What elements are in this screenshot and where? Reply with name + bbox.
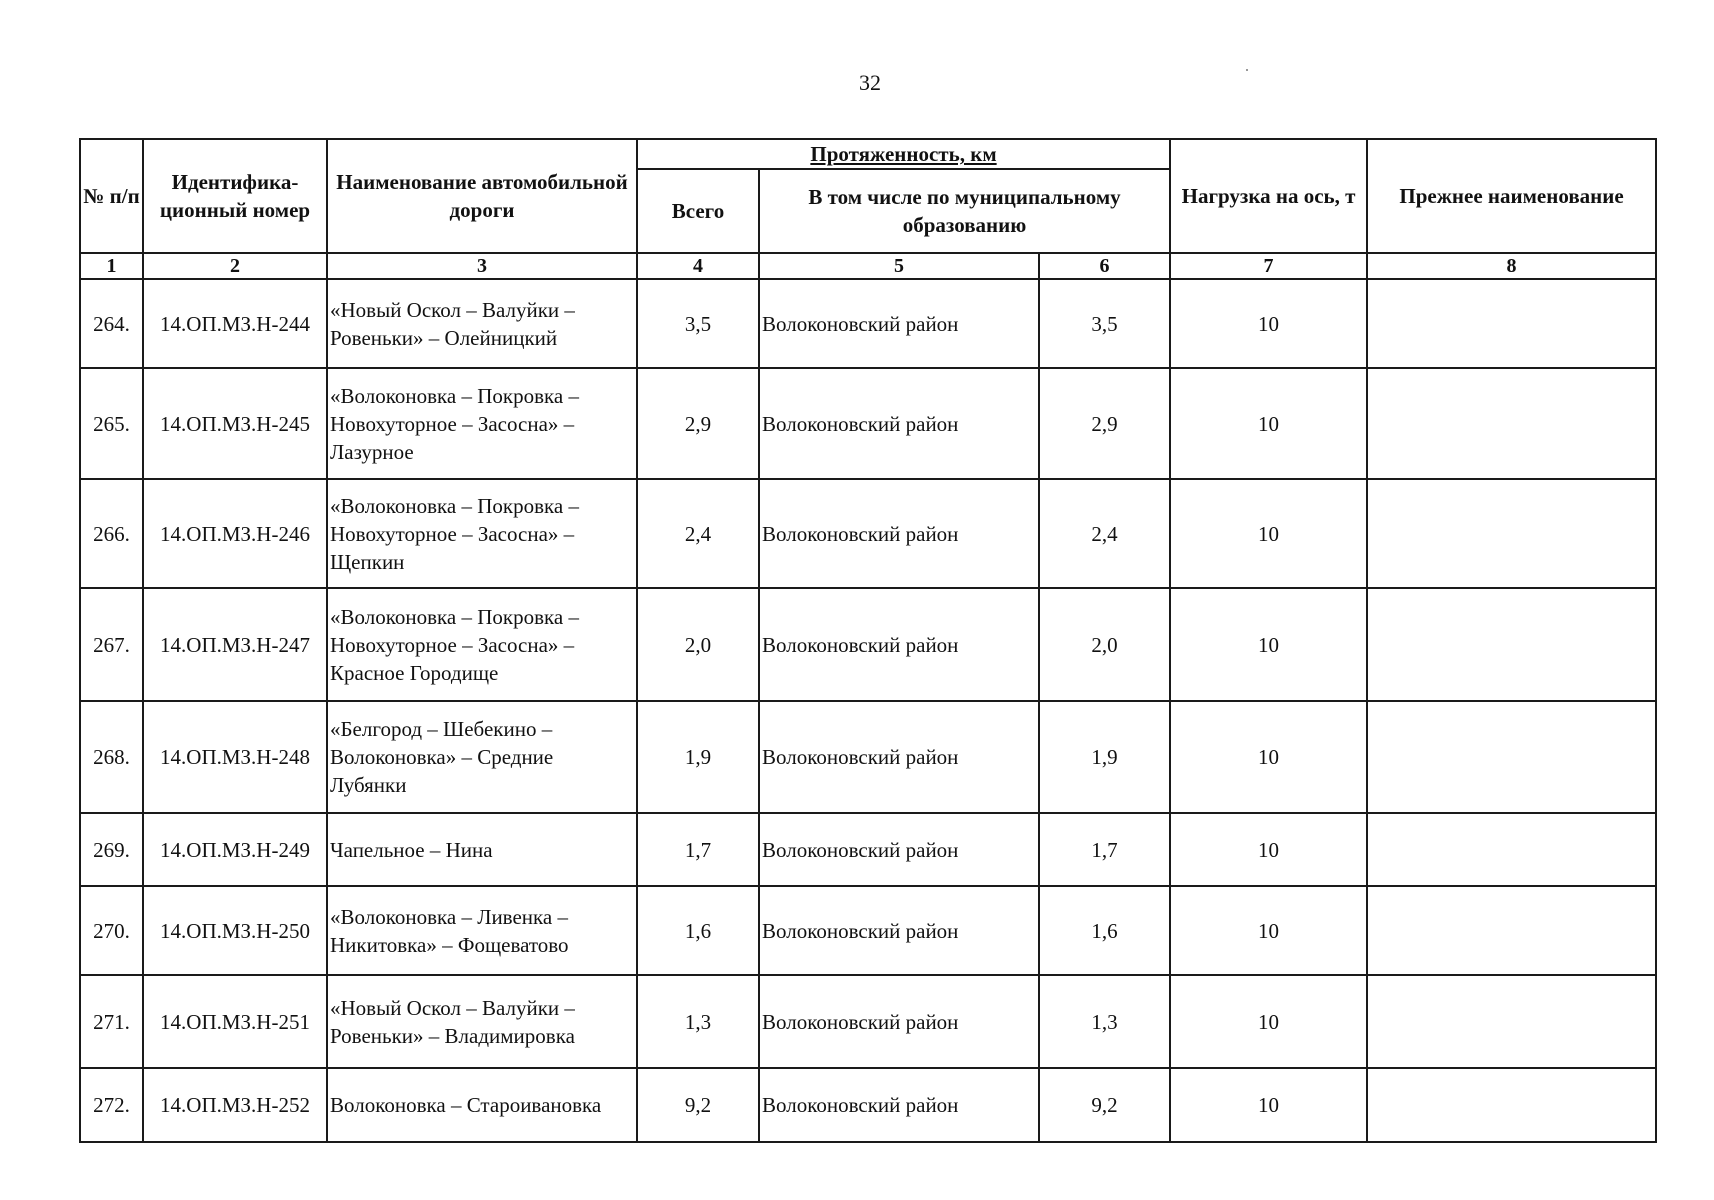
table-row — [80, 479, 1656, 588]
road-id: 14.ОП.МЗ.Н-250 — [143, 886, 327, 975]
road-name: «Волоконовка – Ливенка – Никитовка» – Фощеватово — [327, 886, 637, 975]
table-row — [80, 975, 1656, 1068]
municipality-name: Волоконовский район — [759, 588, 1039, 701]
table-row — [80, 588, 1656, 701]
row-number: 265. — [80, 368, 143, 479]
header-id: Идентифика-ционный номер — [143, 139, 327, 253]
municipality-name: Волоконовский район — [759, 886, 1039, 975]
axle-load: 10 — [1170, 886, 1367, 975]
row-number: 264. — [80, 279, 143, 368]
row-number: 267. — [80, 588, 143, 701]
column-number-cell: 2 — [143, 253, 327, 279]
column-number-cell: 5 — [759, 253, 1039, 279]
old-name — [1367, 975, 1656, 1068]
axle-load: 10 — [1170, 279, 1367, 368]
column-number-cell: 6 — [1039, 253, 1170, 279]
length-total: 9,2 — [637, 1068, 759, 1142]
road-name: «Волоконовка – Покровка – Новохуторное – Засосна» – Красное Городище — [327, 588, 637, 701]
old-name — [1367, 368, 1656, 479]
axle-load: 10 — [1170, 813, 1367, 886]
length-total: 1,3 — [637, 975, 759, 1068]
header-road-name: Наименование автомобильной дороги — [327, 139, 637, 253]
axle-load: 10 — [1170, 975, 1367, 1068]
municipality-length: 1,3 — [1039, 975, 1170, 1068]
old-name — [1367, 886, 1656, 975]
municipality-length: 1,9 — [1039, 701, 1170, 813]
old-name — [1367, 701, 1656, 813]
table-row — [80, 279, 1656, 368]
table-row — [80, 886, 1656, 975]
column-number-cell: 8 — [1367, 253, 1656, 279]
municipality-length: 2,0 — [1039, 588, 1170, 701]
axle-load: 10 — [1170, 1068, 1367, 1142]
roads-table — [79, 138, 1657, 1143]
header-including: В том числе по муниципальному образованию — [759, 169, 1170, 253]
municipality-length: 2,9 — [1039, 368, 1170, 479]
column-number-cell: 3 — [327, 253, 637, 279]
axle-load: 10 — [1170, 588, 1367, 701]
table-row — [80, 813, 1656, 886]
row-number: 272. — [80, 1068, 143, 1142]
municipality-name: Волоконовский район — [759, 368, 1039, 479]
length-total: 2,0 — [637, 588, 759, 701]
road-id: 14.ОП.МЗ.Н-244 — [143, 279, 327, 368]
old-name — [1367, 479, 1656, 588]
table-body — [80, 279, 1656, 1142]
length-total: 2,4 — [637, 479, 759, 588]
municipality-name: Волоконовский район — [759, 975, 1039, 1068]
road-id: 14.ОП.МЗ.Н-249 — [143, 813, 327, 886]
row-number: 269. — [80, 813, 143, 886]
axle-load: 10 — [1170, 479, 1367, 588]
old-name — [1367, 279, 1656, 368]
municipality-name: Волоконовский район — [759, 479, 1039, 588]
road-name: «Новый Оскол – Валуйки – Ровеньки» – Олейницкий — [327, 279, 637, 368]
column-number-cell: 4 — [637, 253, 759, 279]
road-name: «Новый Оскол – Валуйки – Ровеньки» – Владимировка — [327, 975, 637, 1068]
municipality-length: 2,4 — [1039, 479, 1170, 588]
old-name — [1367, 1068, 1656, 1142]
municipality-name: Волоконовский район — [759, 279, 1039, 368]
municipality-length: 1,6 — [1039, 886, 1170, 975]
length-total: 2,9 — [637, 368, 759, 479]
length-total: 1,7 — [637, 813, 759, 886]
road-id: 14.ОП.МЗ.Н-251 — [143, 975, 327, 1068]
row-number: 270. — [80, 886, 143, 975]
length-total: 1,6 — [637, 886, 759, 975]
municipality-name: Волоконовский район — [759, 1068, 1039, 1142]
header-length-group — [637, 139, 1170, 169]
axle-load: 10 — [1170, 368, 1367, 479]
municipality-length: 3,5 — [1039, 279, 1170, 368]
road-name: «Белгород – Шебекино – Волоконовка» – Средние Лубянки — [327, 701, 637, 813]
column-number-cell: 1 — [80, 253, 143, 279]
old-name — [1367, 813, 1656, 886]
header-length-label: Протяженность, км — [810, 142, 997, 166]
road-name: Чапельное – Нина — [327, 813, 637, 886]
header-total: Всего — [637, 169, 759, 253]
municipality-length: 1,7 — [1039, 813, 1170, 886]
row-number: 271. — [80, 975, 143, 1068]
table-row — [80, 1068, 1656, 1142]
road-id: 14.ОП.МЗ.Н-247 — [143, 588, 327, 701]
road-id: 14.ОП.МЗ.Н-252 — [143, 1068, 327, 1142]
municipality-name: Волоконовский район — [759, 701, 1039, 813]
row-number: 268. — [80, 701, 143, 813]
table-row — [80, 701, 1656, 813]
road-id: 14.ОП.МЗ.Н-248 — [143, 701, 327, 813]
column-numbers-row — [80, 253, 1656, 279]
municipality-name: Волоконовский район — [759, 813, 1039, 886]
road-name: Волоконовка – Староивановка — [327, 1068, 637, 1142]
old-name — [1367, 588, 1656, 701]
axle-load: 10 — [1170, 701, 1367, 813]
road-name: «Волоконовка – Покровка – Новохуторное – Засосна» – Щепкин — [327, 479, 637, 588]
road-name: «Волоконовка – Покровка – Новохуторное – Засосна» – Лазурное — [327, 368, 637, 479]
header-load: Нагрузка на ось, т — [1170, 139, 1367, 253]
municipality-length: 9,2 — [1039, 1068, 1170, 1142]
page-number: 32 — [859, 70, 881, 95]
road-id: 14.ОП.МЗ.Н-245 — [143, 368, 327, 479]
road-id: 14.ОП.МЗ.Н-246 — [143, 479, 327, 588]
length-total: 3,5 — [637, 279, 759, 368]
column-number-cell: 7 — [1170, 253, 1367, 279]
row-number: 266. — [80, 479, 143, 588]
scan-speck — [1246, 69, 1248, 71]
table-row — [80, 368, 1656, 479]
header-num: № п/п — [80, 139, 143, 253]
length-total: 1,9 — [637, 701, 759, 813]
header-old-name: Прежнее наименование — [1367, 139, 1656, 253]
